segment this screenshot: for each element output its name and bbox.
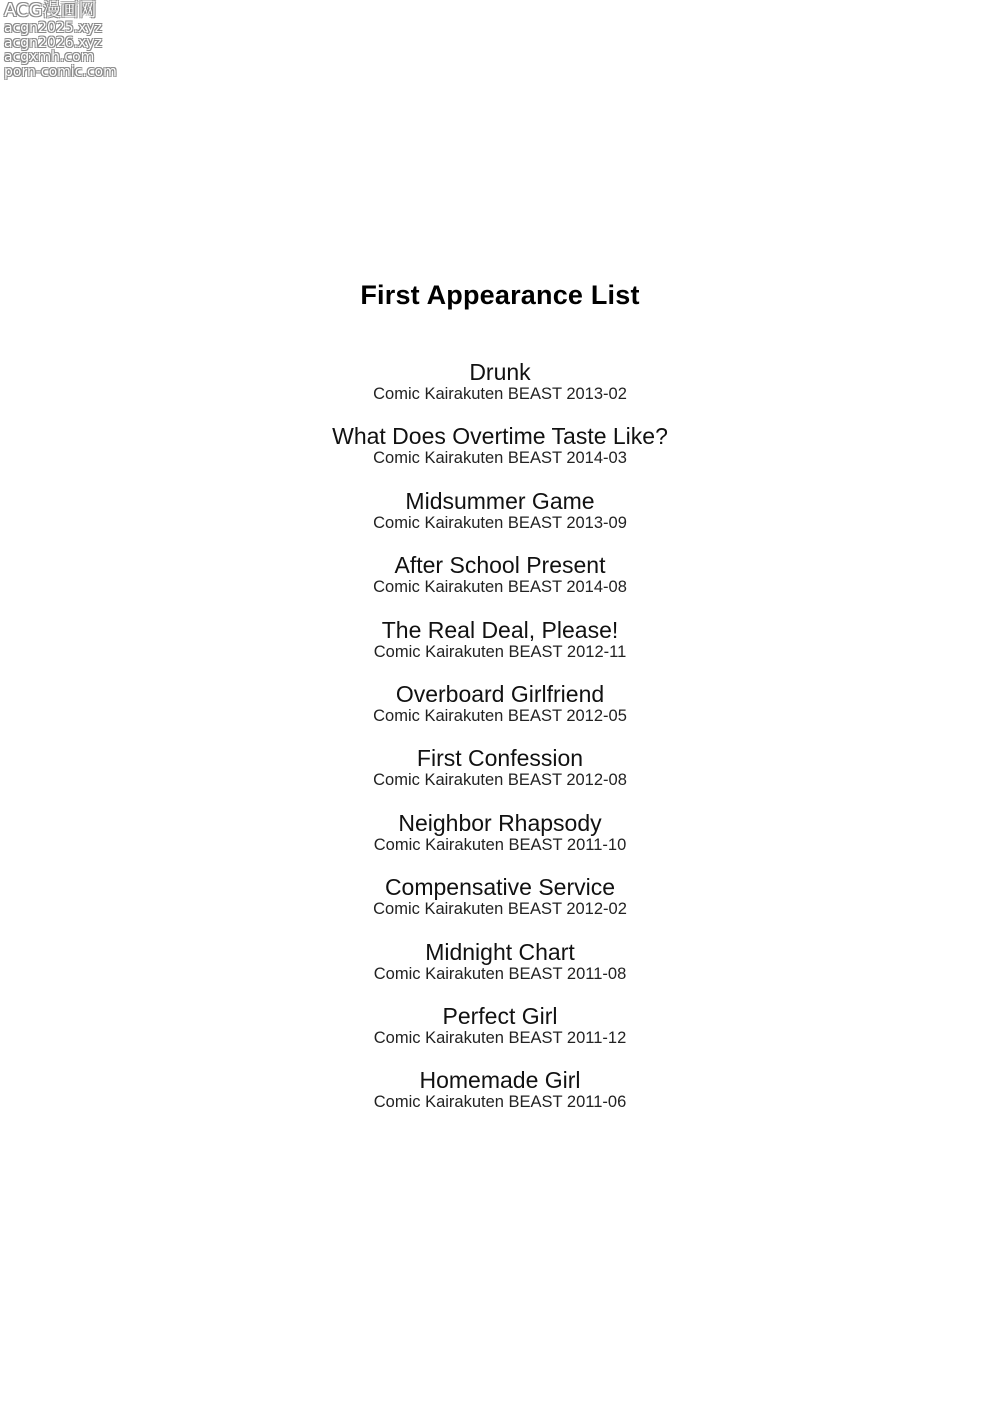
list-item — [0, 422, 1000, 486]
entry-source: Comic Kairakuten BEAST 2012-08 — [373, 771, 627, 790]
entry-title: After School Present — [394, 552, 606, 579]
list-item — [0, 680, 1000, 744]
site-watermark — [4, 1, 117, 79]
list-item — [0, 1002, 1000, 1066]
watermark-line: ACG漫画网 — [4, 0, 97, 21]
entry-source: Comic Kairakuten BEAST 2011-12 — [373, 1028, 627, 1047]
entry-source: Comic Kairakuten BEAST 2014-03 — [373, 449, 627, 468]
list-item — [0, 873, 1000, 937]
watermark-line: porn-comic.com — [4, 63, 117, 80]
appearance-list — [0, 358, 1000, 1131]
entry-title: Neighbor Rhapsody — [398, 809, 602, 836]
list-item — [0, 1066, 1000, 1130]
list-item — [0, 487, 1000, 551]
entry-title: Homemade Girl — [419, 1067, 581, 1094]
entry-title: Overboard Girlfriend — [395, 680, 605, 707]
watermark-line: acgn2026.xyz — [4, 34, 103, 51]
page-title: First Appearance List — [360, 280, 640, 310]
watermark-line: acgn2025.xyz — [4, 20, 103, 36]
entry-title: The Real Deal, Please! — [381, 616, 619, 643]
watermark-line: acgxmh.com — [4, 49, 95, 65]
entry-source: Comic Kairakuten BEAST 2011-10 — [373, 835, 627, 854]
entry-title: Midsummer Game — [405, 487, 595, 514]
list-item — [0, 616, 1000, 680]
entry-source: Comic Kairakuten BEAST 2013-09 — [373, 513, 627, 532]
entry-source: Comic Kairakuten BEAST 2012-11 — [373, 642, 627, 661]
entry-source: Comic Kairakuten BEAST 2011-08 — [373, 964, 627, 983]
list-item — [0, 744, 1000, 808]
entry-title: Midnight Chart — [425, 938, 575, 965]
entry-title: Perfect Girl — [442, 1002, 558, 1029]
list-item — [0, 809, 1000, 873]
list-item — [0, 551, 1000, 615]
entry-title: First Confession — [416, 745, 584, 772]
entry-title: What Does Overtime Taste Like? — [332, 423, 668, 450]
entry-source: Comic Kairakuten BEAST 2011-06 — [373, 1093, 627, 1112]
entry-title: Compensative Service — [384, 874, 616, 901]
entry-source: Comic Kairakuten BEAST 2014-08 — [373, 578, 627, 597]
entry-source: Comic Kairakuten BEAST 2012-05 — [373, 706, 627, 725]
list-item — [0, 938, 1000, 1002]
entry-source: Comic Kairakuten BEAST 2013-02 — [373, 385, 627, 403]
list-item — [0, 358, 1000, 422]
entry-title: Drunk — [469, 359, 531, 385]
entry-source: Comic Kairakuten BEAST 2012-02 — [373, 900, 627, 919]
